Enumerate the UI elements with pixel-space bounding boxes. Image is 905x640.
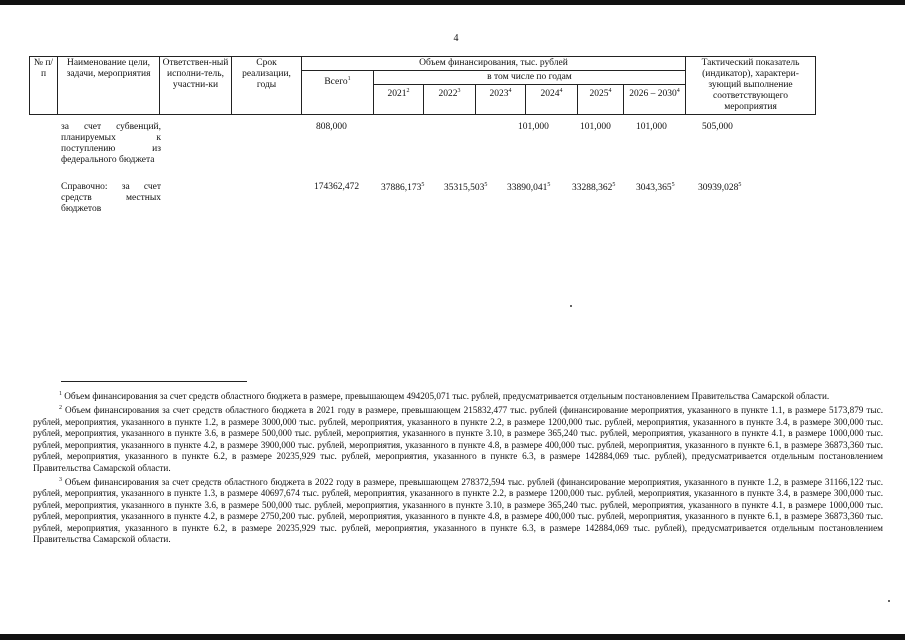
row-1-2023: 101,000 (518, 122, 549, 132)
scan-top-border (0, 0, 905, 5)
header-num: № п/п (30, 57, 58, 115)
page-number: 4 (453, 33, 459, 44)
row-2-2024: 33288,362$^5$ (572, 182, 616, 194)
footnote-3: $^3$ Объем финансирования за счет средств областного бюджета в 2022 году в размере, превышающем 278372,594 тыс. рублей (финансирование мероприятия, указанного в пункте 1.2, в размере 31166,122 тыс. рублей, мероприятия, указанного в пункте 1.3, в размере 40697,674 тыс. рублей, мероприятия, указанного в пункте 2.2, в размере 1200,000 тыс. рублей, мероприятия, указанного в пункте 3.4, в размере 300,000 тыс. рублей, мероприятия, указанного в пункте 3.6, в размере 500,000 тыс. рублей, мероприятия, указанного в пункте 3.10, в размере 365,240 тыс. рублей, мероприятия, указанного в пункте 4.1, в размере 1000,000 тыс. рублей, мероприятия, указанного в пункте 4.2, в размере 2750,200 тыс. рублей, мероприятия, указанного в пункте 4.8, в размере 400,000 тыс. рублей, мероприятия, указанного в пункте 6.1, в размере 36873,360 тыс. рублей, мероприятия, указанного в пункте 6.2, в размере 20235,929 тыс. рублей, мероприятия, указанного в пункте 6.3, в размере 142884,069 тыс. рублей), предусматривается отдельным постановлением Правительства Самарской области. (33, 476, 883, 545)
row-2-2026-2030: 30939,028$^5$ (698, 182, 742, 194)
row-2-2022: 35315,503$^5$ (444, 182, 488, 194)
row-1-name: за счет субвенций, планируемых к поступлению из федерального бюджета (61, 122, 161, 165)
row-2-2021: 37886,173$^5$ (381, 182, 425, 194)
header-total: Всего$^1$ (302, 71, 374, 115)
footnote-1: $^1$ Объем финансирования за счет средств областного бюджета в размере, превышающем 494205,071 тыс. рублей, предусматривается отдельным постановлением Правительства Самарской области. (59, 391, 830, 402)
scan-speck (570, 305, 572, 307)
row-2-2023: 33890,041$^5$ (507, 182, 551, 194)
row-2-2025: 3043,365$^5$ (636, 182, 675, 194)
scan-speck (888, 600, 890, 602)
header-funding: Объем финансирования, тыс. рублей (302, 57, 686, 71)
header-year: 2025$^4$ (578, 85, 624, 115)
header-year: 2021$^2$ (374, 85, 424, 115)
header-indicator: Тактический показатель (индикатор), характери-зующий выполнение соответствующего мероприятия (686, 57, 816, 115)
scan-bottom-border (0, 634, 905, 640)
header-name: Наименование цели, задачи, мероприятия (58, 57, 160, 115)
row-2-name: Справочно: за счет средств местных бюджетов (61, 182, 161, 214)
header-by-years: в том числе по годам (374, 71, 686, 85)
row-1-2024: 101,000 (580, 122, 611, 132)
header-year: 2022$^3$ (424, 85, 476, 115)
row-2-total: 174362,472 (314, 182, 360, 192)
footnote-2: $^2$ Объем финансирования за счет средств областного бюджета в 2021 году в размере, превышающем 215832,477 тыс. рублей (финансирование мероприятия, указанного в пункте 1.1, в размере 5173,879 тыс. рублей, мероприятия, указанного в пункте 1.2, в размере 3000,000 тыс. рублей, мероприятия, указанного в пункте 2.2, в размере 1200,000 тыс. рублей, мероприятия, указанного в пункте 3.4, в размере 300,000 тыс. рублей, мероприятия, указанного в пункте 3.6, в размере 500,000 тыс. рублей, мероприятия, указанного в пункте 3.10, в размере 365,240 тыс. рублей, мероприятия, указанного в пункте 4.1, в размере 1000,000 тыс. рублей, мероприятия, указанного в пункте 4.2, в размере 3900,000 тыс. рублей, мероприятия, указанного в пункте 4.8, в размере 400,000 тыс. рублей, мероприятия, указанного в пункте 6.1, в размере 36873,360 тыс. рублей, мероприятия, указанного в пункте 6.2, в размере 20235,929 тыс. рублей, мероприятия, указанного в пункте 6.3, в размере 142884,069 тыс. рублей), предусматривается отдельным постановлением Правительства Самарской области. (33, 405, 883, 473)
row-1-2025: 101,000 (636, 122, 667, 132)
footnotes (33, 389, 883, 546)
header-term: Срок реализации, годы (232, 57, 302, 115)
header-year: 2024$^4$ (526, 85, 578, 115)
table-header (29, 56, 816, 115)
row-1-2026-2030: 505,000 (702, 122, 733, 132)
footnote-separator (61, 381, 247, 382)
header-year: 2026 – 2030$^4$ (624, 85, 686, 115)
header-responsible: Ответствен-ный исполни-тель, участни-ки (160, 57, 232, 115)
row-1-total: 808,000 (316, 122, 347, 132)
header-year: 2023$^4$ (476, 85, 526, 115)
